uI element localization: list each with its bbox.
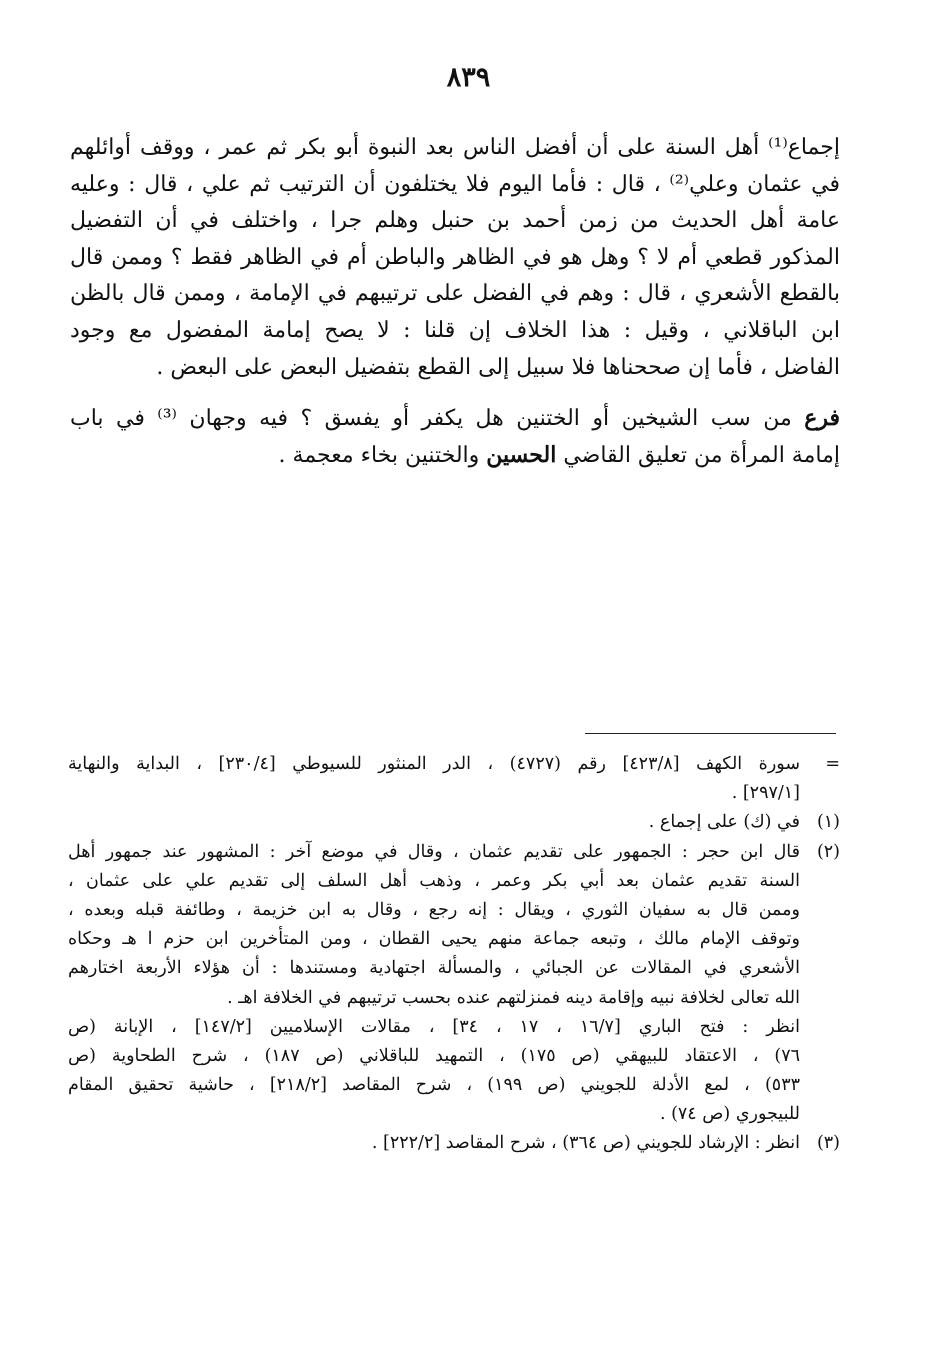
page-number: ٨٣٩ [446, 62, 491, 93]
footnote-line: الله تعالى لخلافة نبيه وإقامة دينه فمنزلتهم عنده بحسب ترتيبهم في الخلافة اهـ . [227, 987, 800, 1008]
main-line-text: والختنين بخاء معجمة . [278, 442, 487, 468]
main-line-text: إمامة المرأة من تعليق القاضي [556, 442, 840, 468]
main-line: في عثمان وعلي⁽²⁾ ، قال : فأما اليوم فلا يختلفون أن الترتيب ثم علي ، قال : وعليه [70, 171, 840, 197]
footnote-marker: (٣) [816, 1133, 840, 1154]
main-line: عامة أهل الحديث من زمن أحمد بن حنبل وهلم جرا ، واختلف في أن التفضيل [70, 208, 840, 234]
name-bold: الحسين [486, 441, 557, 468]
main-line: الفاضل ، فأما إن صححناها فلا سبيل إلى القطع بتفضيل البعض على البعض . [156, 354, 840, 380]
main-line: بالقطع الأشعري ، قال : وهم في الفضل على ترتيبهم في الإمامة ، وممن قال بالظن [70, 281, 840, 307]
main-line: ابن الباقلاني ، وقيل : هذا الخلاف إن قلنا : لا يصح إمامة المفضول مع وجود [70, 317, 840, 343]
main-line: المذكور قطعي أم لا ؟ وهل هو في الظاهر والباطن أم في الظاهر فقط ؟ وممن قال [70, 244, 840, 270]
footnote-line: وتوقف الإمام مالك ، وتبعه جماعة منهم يحيى القطان ، ومن المتأخرين ابن حزم ا هـ وحكاه [68, 929, 800, 950]
footnote-marker: (١) [816, 812, 840, 833]
footnote-line: ٧٦) ، الاعتقاد للبيهقي (ص ١٧٥) ، التمهيد للباقلاني (ص ١٨٧) ، شرح الطحاوية (ص [68, 1045, 801, 1066]
footnote-line: انظر : فتح الباري [١٦/٧ ، ١٧ ، ٣٤] ، مقالات الإسلاميين [١٤٧/٢] ، الإبانة (ص [68, 1016, 800, 1037]
far-heading: فرع [804, 405, 840, 432]
continuation-marker: = [825, 754, 840, 774]
footnote-line: الأشعري في المقالات عن الجبائي ، والمسألة اجتهادية ومستندها : أن هؤلاء الأربعة اختارهم [68, 958, 800, 979]
footnote-line: [٢٩٧/١] . [731, 783, 800, 804]
footnote-line: (٣)انظر : الإرشاد للجويني (ص ٣٦٤) ، شرح المقاصد [٢٢٢/٢] . [68, 1129, 840, 1158]
footnote-line: السنة تقديم عثمان بعد أبي بكر وعمر ، وذهب أهل السلف إلى تقديم علي على عثمان ، [68, 870, 800, 891]
main-text [70, 130, 840, 473]
main-line [70, 437, 840, 474]
footnote-line: ٥٣٣) ، لمع الأدلة للجويني (ص ١٩٩) ، شرح المقاصد [٢١٨/٢] ، حاشية تحقيق المقام [68, 1075, 800, 1096]
footnote-line: وممن قال به سفيان الثوري ، ويقال : إنه رجع ، وقال به ابن خزيمة ، وطائفة قبله وبعده ، [68, 899, 800, 920]
footnote-line: (١)في (ك) على إجماع . [68, 808, 840, 837]
footnote-line: للبيجوري (ص ٧٤) . [659, 1104, 800, 1125]
footnotes [68, 750, 840, 1159]
footnote-line: (٢)قال ابن حجر : الجمهور على تقديم عثمان ، وقال في موضع آخر : المشهور عند جمهور أهل [68, 838, 840, 867]
main-line: إجماع⁽¹⁾ أهل السنة على أن أفضل الناس بعد النبوة أبو بكر ثم عمر ، ووقف أوائلهم [70, 135, 840, 160]
footnote-marker: (٢) [816, 841, 840, 862]
footnote-line: =سورة الكهف [٤٢٣/٨] رقم (٤٧٢٧) ، الدر المنثور للسيوطي [٢٣٠/٤] ، البداية والنهاية [68, 750, 840, 779]
footnote-separator [585, 733, 836, 734]
main-line-text: من سب الشيخين أو الختنين هل يكفر أو يفسق ؟ فيه وجهان ⁽³⁾ في باب [70, 406, 805, 432]
main-line [70, 400, 840, 437]
